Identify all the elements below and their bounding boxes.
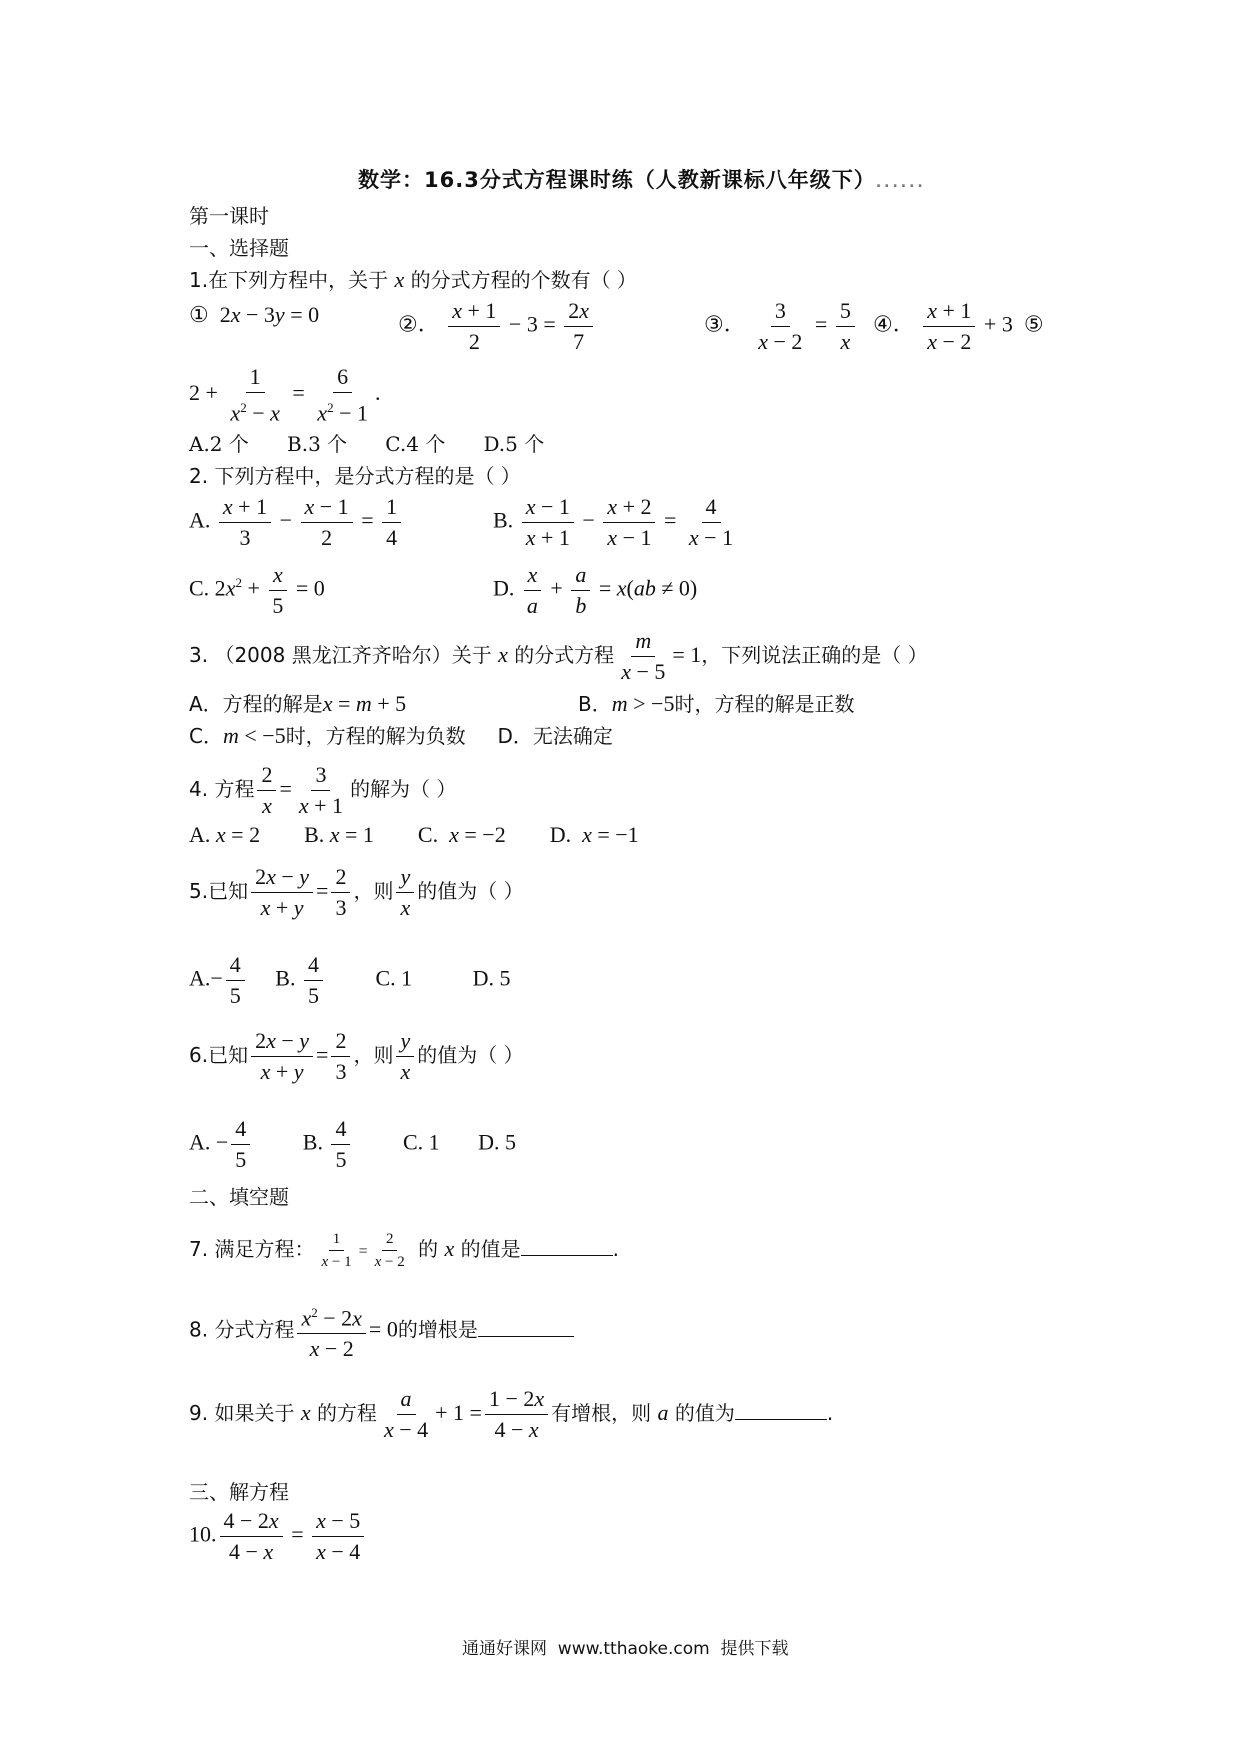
- q3-stem: 3. （2008 黑龙江齐齐哈尔）关于 x 的分式方程 $\frac{m}{x - 5}$ = 1，下列说法正确的是（ ）: [189, 628, 928, 684]
- footer-text: 通通好课网 www.tthaoke.com 提供下载: [462, 1639, 789, 1659]
- q5-options: A.− $\frac{4}{5}$ B. $\frac{4}{5}$ C. 1 D. 5: [189, 952, 511, 1008]
- q3-option-b: B．m > −5时，方程的解是正数: [578, 691, 855, 716]
- q3-option-c: C．m < −5时，方程的解为负数 D．无法确定: [189, 723, 613, 748]
- q4-options: A. x = 2 B. x = 1 C. x = −2 D. x = −1: [189, 822, 639, 847]
- q1-eq-1: ① 2x − 3y = 0: [189, 302, 320, 327]
- q7-stem: 7. 满足方程： $\frac{1}{x - 1}$ = $\frac{2}{x - 2}$ 的 x 的值是 .: [189, 1231, 619, 1270]
- q1-stem: 1.在下列方程中，关于 x 的分式方程的个数有（ ）: [189, 267, 637, 292]
- section-choice-heading: 一、选择题: [189, 236, 289, 260]
- section-fill-heading: 二、填空题: [189, 1185, 289, 1209]
- section-solve-heading: 三、解方程: [189, 1480, 289, 1504]
- q1-eq-5: 2 + $\frac{1}{x^2 - x}$ = $\frac{6}{x^2 - 1}$ .: [189, 364, 381, 426]
- title-text: 数学：16.3分式方程课时练（人教新课标八年级下）: [358, 168, 876, 192]
- q6-stem: 6.已知 $\frac{2x - y}{x + y}$ = $\frac{2}{3}$ ，则 $\frac{y}{x}$ 的值为（ ）: [189, 1028, 524, 1084]
- q2-option-a: A. $\frac{x + 1}{3}$ − $\frac{x - 1}{2}$ = $\frac{1}{4}$: [189, 494, 404, 551]
- q2-option-b: B. $\frac{x - 1}{x + 1}$ − $\frac{x + 2}{x - 1}$ = $\frac{4}{x - 1}$: [493, 494, 734, 550]
- q9-stem: 9. 如果关于 x 的方程 $\frac{a}{x - 4}$ + 1 = $\frac{1 - 2x}{4 - x}$ 有增根，则 a 的值为 .: [189, 1386, 834, 1442]
- q4-stem: 4. 方程 $\frac{2}{x}$ = $\frac{3}{x + 1}$ 的解为（ ）: [189, 762, 457, 818]
- q1-eq-3: ③． $\frac{3}{x - 2}$ = $\frac{5}{x}$: [704, 298, 858, 355]
- var-x: x: [394, 267, 405, 292]
- q3-option-a: A．方程的解是x = m + 5: [189, 691, 407, 716]
- q6-options: A. − $\frac{4}{5}$ B. $\frac{4}{5}$ C. 1 D. 5: [189, 1116, 517, 1172]
- q5-stem: 5.已知 $\frac{2x - y}{x + y}$ = $\frac{2}{3}$ ，则 $\frac{y}{x}$ 的值为（ ）: [189, 864, 524, 920]
- q1-options: A.2 个 B.3 个 C.4 个 D.5 个: [189, 432, 545, 456]
- q2-option-d: D. $\frac{x}{a}$ + $\frac{a}{b}$ = x(ab ≠ 0): [493, 562, 698, 618]
- title-dots: ......: [875, 175, 926, 191]
- q10-equation: 10. $\frac{4 - 2x}{4 - x}$ = $\frac{x - 5}{x - 4}$: [189, 1508, 367, 1565]
- page-title: [358, 164, 926, 194]
- q1-eq-2: ②． $\frac{x + 1}{2}$ − 3 = $\frac{2x}{7}$: [398, 298, 596, 355]
- q3-option-d: D．无法确定: [497, 724, 613, 748]
- q2-option-c: C. $2x^2$ + $\frac{x}{5}$ = 0: [189, 562, 325, 618]
- q8-answer-blank[interactable]: [478, 1316, 574, 1337]
- q2-stem: 2. 下列方程中，是分式方程的是（ ）: [189, 464, 521, 488]
- q7-answer-blank[interactable]: [521, 1235, 613, 1256]
- q8-stem: 8. 分式方程 $\frac{x^2 - 2x}{x - 2}$ = 0的增根是: [189, 1300, 574, 1362]
- q9-answer-blank[interactable]: [735, 1399, 827, 1420]
- q1-eq-4: ④． $\frac{x + 1}{x - 2}$ + 3 ⑤: [873, 298, 1044, 354]
- lesson-label: 第一课时: [189, 204, 269, 228]
